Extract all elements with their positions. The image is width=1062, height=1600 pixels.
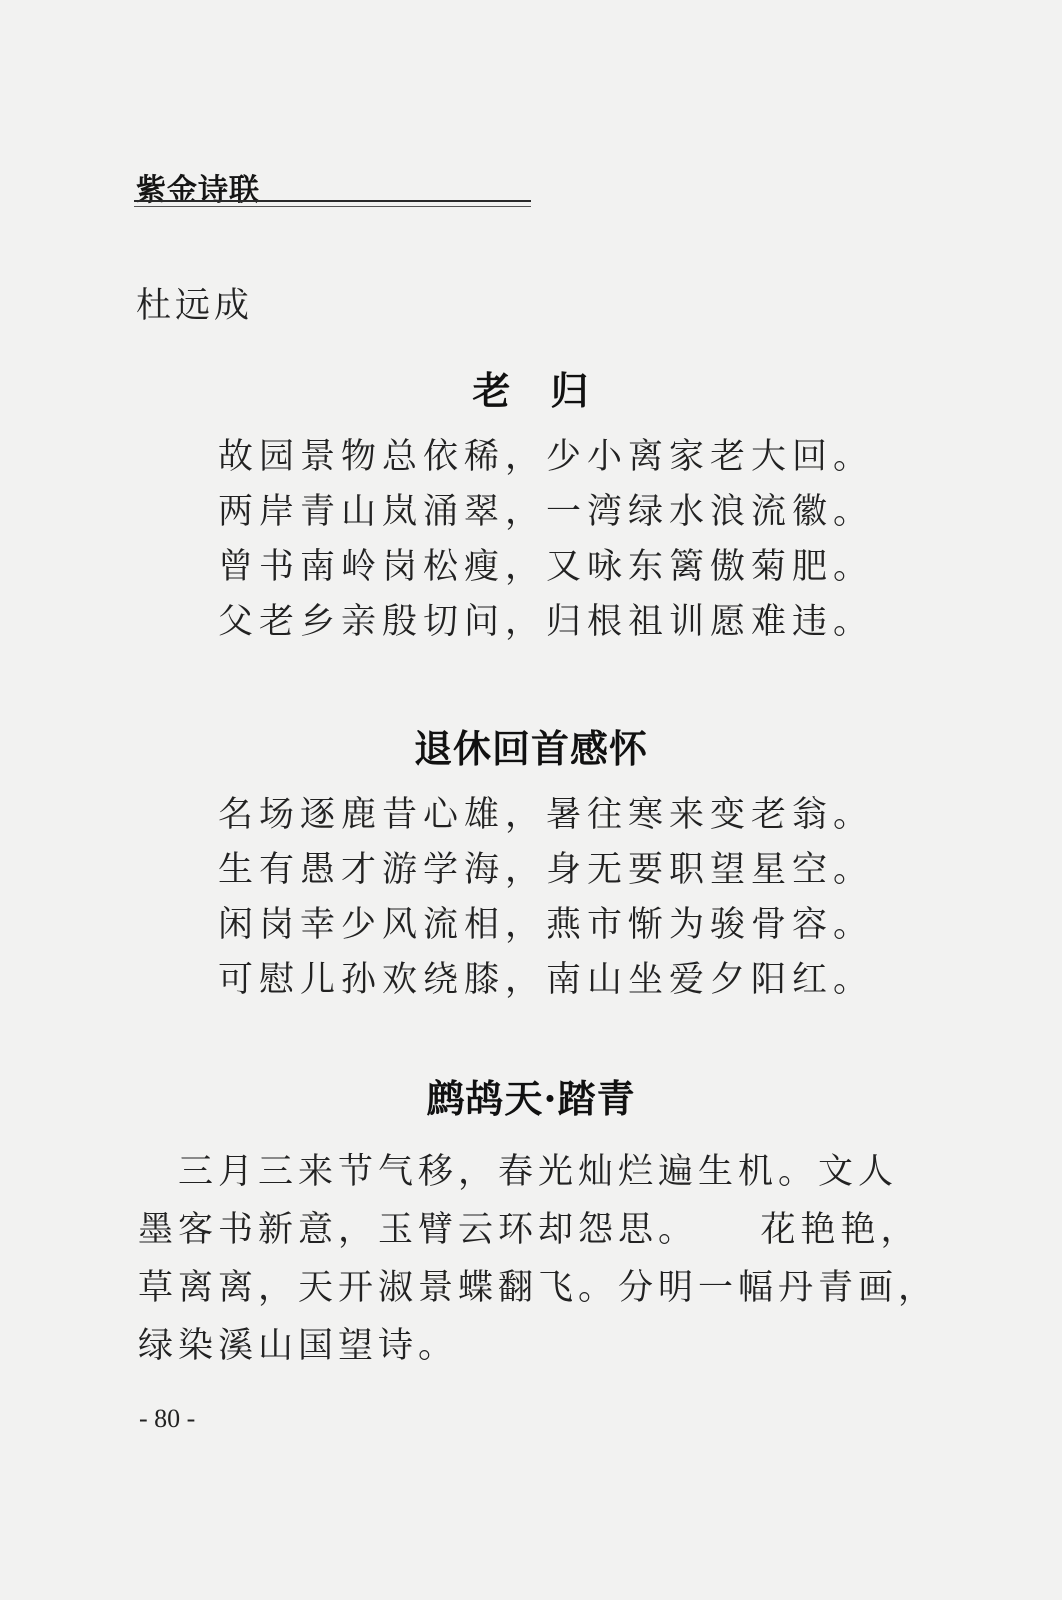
poem-line: 可慰儿孙欢绕膝，南山坐爱夕阳红。 xyxy=(218,960,875,1000)
page-number: - 80 - xyxy=(139,1404,196,1433)
poem-line: 生有愚才游学海，身无要职望星空。 xyxy=(218,850,875,890)
poem-title: 老 归 xyxy=(472,368,590,413)
running-header-title: 紫金诗联 xyxy=(136,173,260,208)
poem-body xyxy=(138,1143,939,1375)
poem-line: 墨客书新意，玉臂云环却怨思。 花艳艳， xyxy=(138,1210,921,1250)
poem-line: 闲岗幸少风流相，燕市惭为骏骨容。 xyxy=(218,905,875,945)
poem-title: 退休回首感怀 xyxy=(413,726,648,771)
author-name: 杜远成 xyxy=(136,286,254,326)
poem-line: 名场逐鹿昔心雄，暑往寒来变老翁。 xyxy=(218,795,875,835)
poem-line: 绿染溪山国望诗。 xyxy=(138,1326,459,1366)
poem-line: 曾书南岭岗松瘦，又咏东篱傲菊肥。 xyxy=(218,547,875,587)
poem-title: 鹧鸪天·踏青 xyxy=(426,1076,636,1121)
poem-line: 父老乡亲殷切问，归根祖训愿难违。 xyxy=(218,602,875,642)
poem-line: 两岸青山岚涌翠，一湾绿水浪流徽。 xyxy=(218,492,875,532)
poem-line: 故园景物总依稀，少小离家老大回。 xyxy=(218,437,875,477)
poem-body xyxy=(218,430,874,650)
poem-line: 三月三来节气移，春光灿烂遍生机。文人 xyxy=(138,1152,899,1192)
poem-body xyxy=(218,788,874,1008)
header-rule xyxy=(134,200,531,207)
poem-line: 草离离，天开淑景蝶翻飞。分明一幅丹青画， xyxy=(138,1268,939,1308)
